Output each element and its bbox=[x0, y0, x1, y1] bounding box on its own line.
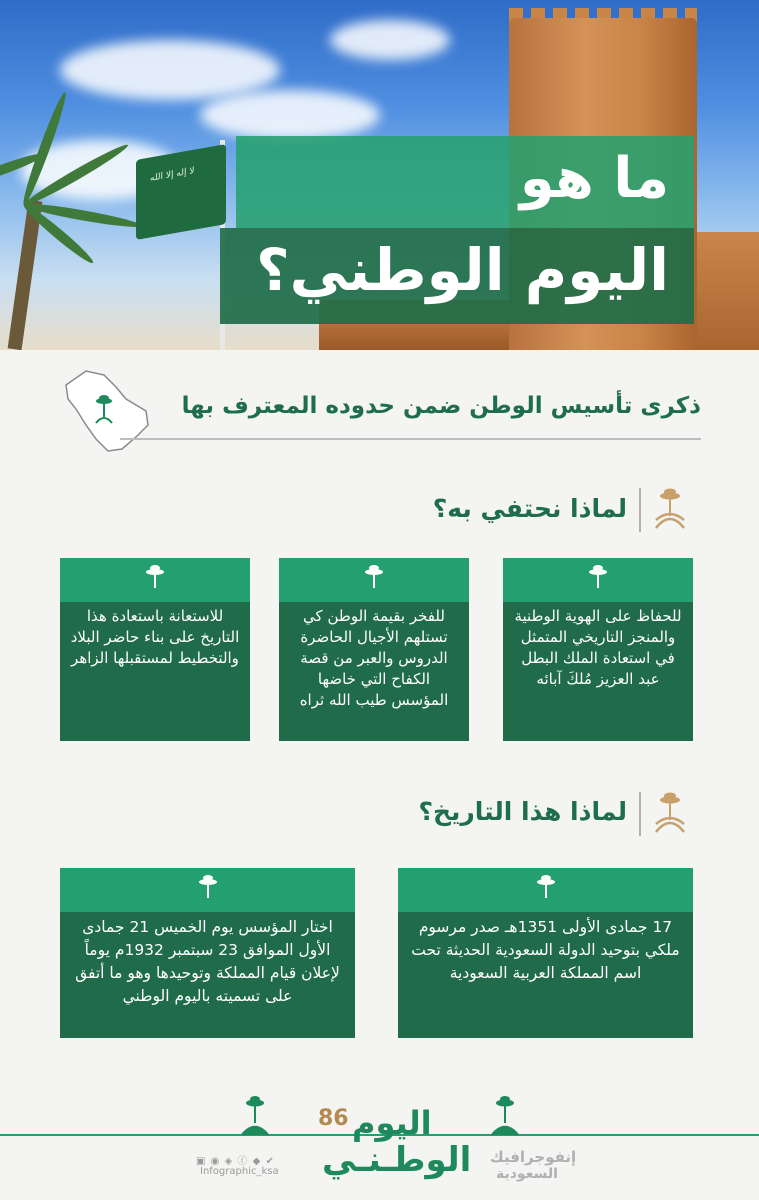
reason-card-identity bbox=[503, 558, 693, 741]
cloud bbox=[60, 40, 280, 100]
card-text: للحفاظ على الهوية الوطنية والمنجز التاريخي المتمثل في استعادة الملك البطل عبد العزيز مُلكَ آبائه bbox=[514, 607, 682, 688]
saudi-flag bbox=[136, 144, 226, 240]
reason-card-future bbox=[60, 558, 250, 741]
page-title-line2: اليوم الوطني؟ bbox=[255, 236, 669, 304]
flag-inscription: لا إله إلا الله bbox=[150, 166, 195, 184]
reason-card-pride bbox=[279, 558, 469, 741]
subtitle-underline bbox=[120, 438, 701, 440]
logo-number: 86 bbox=[318, 1106, 349, 1131]
palm-swords-icon bbox=[240, 1093, 270, 1137]
palm-swords-icon bbox=[653, 790, 687, 834]
card-text: 17 جمادى الأولى 1351هـ صدر مرسوم ملكي بتوحيد الدولة السعودية الحديثة تحت اسم المملكة العربية السعودية bbox=[411, 918, 680, 982]
cloud bbox=[330, 20, 450, 60]
date-card-announcement bbox=[60, 868, 355, 1038]
card-text: اختار المؤسس يوم الخميس 21 جمادى الأول الموافق 23 سبتمبر 1932م يوماً لإعلان قيام المملكة وتوحيدها وهو ما أتفق على تسميته باليوم الوطني bbox=[75, 918, 340, 1005]
palm-swords-icon bbox=[490, 1093, 520, 1137]
palm-swords-icon bbox=[582, 562, 614, 602]
palm-swords-icon bbox=[530, 872, 562, 912]
brand-logo-line2: السعودية bbox=[496, 1166, 558, 1182]
cloud bbox=[200, 90, 380, 140]
palm-swords-icon bbox=[192, 872, 224, 912]
logo-word-1: اليوم bbox=[352, 1104, 432, 1142]
card-text: للاستعانة باستعادة هذا التاريخ على بناء حاضر البلاد والتخطيط لمستقبلها الزاهر bbox=[70, 607, 240, 667]
logo-word-2: الوطـنـي bbox=[322, 1140, 472, 1180]
page-title-line1: ما هو bbox=[519, 146, 669, 211]
card-text: للفخر بقيمة الوطن كي تستلهم الأجيال الحاضرة الدروس والعبر من قصة الكفاح التي خاضها المؤسس طيب الله ثراه bbox=[299, 607, 449, 709]
palm-swords-icon bbox=[139, 562, 171, 602]
section-divider bbox=[639, 488, 641, 532]
section-heading-why-date: لماذا هذا التاريخ؟ bbox=[418, 797, 627, 826]
social-handle[interactable]: Infographic_ksa bbox=[200, 1166, 279, 1177]
brand-logo-line1: إنفوجرافيك bbox=[490, 1148, 577, 1166]
palm-swords-icon bbox=[358, 562, 390, 602]
social-icons[interactable]: ▣ ◉ ◈ ⓕ ◆ ✔ bbox=[196, 1156, 275, 1167]
section-heading-why-celebrate: لماذا نحتفي به؟ bbox=[432, 494, 627, 523]
hero-banner bbox=[0, 0, 759, 350]
subtitle: ذكرى تأسيس الوطن ضمن حدوده المعترف بها bbox=[181, 393, 701, 419]
saudi-map-icon bbox=[56, 365, 152, 455]
palm-swords-icon bbox=[653, 486, 687, 530]
date-card-decree bbox=[398, 868, 693, 1038]
section-divider bbox=[639, 792, 641, 836]
